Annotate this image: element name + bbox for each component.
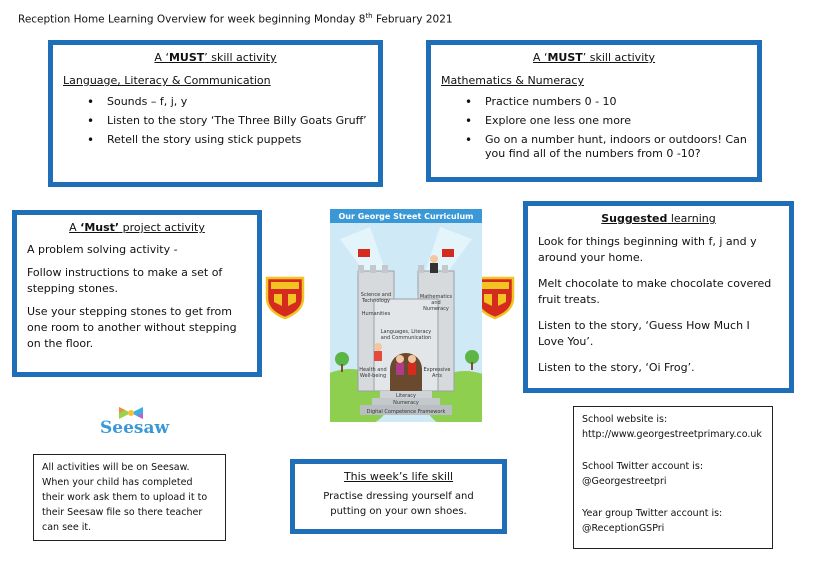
poster-label-maths: Mathematics and Numeracy xyxy=(419,294,453,312)
curriculum-poster xyxy=(330,209,482,422)
castle-illustration xyxy=(330,209,482,422)
poster-label-literacy: Literacy xyxy=(395,393,417,399)
must-maths-heading: A ‘MUST’ skill activity xyxy=(532,51,656,64)
project-paragraph: A problem solving activity - xyxy=(27,243,178,256)
life-skill-box xyxy=(290,459,507,534)
life-skill-heading: This week’s life skill xyxy=(343,470,454,483)
project-heading: A ‘Must’ project activity xyxy=(69,221,205,234)
poster-label-numeracy: Numeracy xyxy=(393,400,419,406)
suggested-learning-box xyxy=(523,201,794,393)
poster-label-science: Science and Technology xyxy=(360,292,392,304)
suggested-paragraph: Melt chocolate to make chocolate covered fruit treats. xyxy=(538,277,772,306)
year-twitter-label: Year group Twitter account is: xyxy=(582,508,723,519)
twitter-label: School Twitter account is: xyxy=(582,461,704,472)
school-info-box xyxy=(573,406,773,549)
seesaw-info-box xyxy=(33,454,226,541)
suggested-paragraph: Look for things beginning with f, j and y around your home. xyxy=(538,235,757,264)
list-item: • Listen to the story ‘The Three Billy Goats Gruff’ xyxy=(87,114,368,128)
maths-list xyxy=(441,95,747,161)
list-item: • Sounds – f, j, y xyxy=(87,95,368,109)
list-item: • Practice numbers 0 - 10 xyxy=(465,95,747,109)
suggested-paragraph: Listen to the story, ‘Guess How Much I Love You’. xyxy=(538,319,750,348)
poster-label-languages: Languages, Literacy and Communication xyxy=(380,329,432,341)
website-label: School website is: xyxy=(582,414,668,425)
website-link[interactable]: http://www.georgestreetprimary.co.uk xyxy=(582,429,762,440)
school-shield-icon xyxy=(262,274,308,320)
project-paragraph: Follow instructions to make a set of stepping stones. xyxy=(27,266,223,295)
poster-label-digital: Digital Competence Framework xyxy=(366,409,446,415)
poster-label-arts: Expressive Arts xyxy=(423,367,451,379)
project-paragraph: Use your stepping stones to get from one room to another without stepping on the floor. xyxy=(27,305,237,350)
list-item: • Retell the story using stick puppets xyxy=(87,133,368,147)
poster-label-health: Health and Well-being xyxy=(359,367,387,379)
page-title: Reception Home Learning Overview for week beginning Monday 8th February 2021 xyxy=(18,12,453,26)
must-maths-box xyxy=(426,40,762,182)
maths-subject: Mathematics & Numeracy xyxy=(441,74,584,87)
twitter-handle[interactable]: @Georgestreetpri xyxy=(582,476,667,487)
project-activity-box xyxy=(12,210,262,377)
suggested-heading: Suggested learning xyxy=(601,212,716,225)
poster-title: Our George Street Curriculum xyxy=(338,212,474,221)
year-twitter-handle[interactable]: @ReceptionGSPri xyxy=(582,523,665,534)
literacy-list xyxy=(63,95,368,147)
must-literacy-box xyxy=(48,40,383,187)
seesaw-logo-text: Seesaw xyxy=(100,418,170,438)
suggested-paragraph: Listen to the story, ‘Oi Frog’. xyxy=(538,361,695,374)
must-literacy-heading: A ‘MUST’ skill activity xyxy=(154,51,277,64)
list-item: • Explore one less one more xyxy=(465,114,747,128)
life-skill-text: Practise dressing yourself and putting on your own shoes. xyxy=(323,491,474,517)
seesaw-info-text: All activities will be on Seesaw. When your child has completed their work ask them to upload it to their Seesaw file so there teacher can see it. xyxy=(42,462,208,533)
literacy-subject: Language, Literacy & Communication xyxy=(63,74,271,87)
list-item: • Go on a number hunt, indoors or outdoors! Can you find all of the numbers from 0 -10? xyxy=(465,133,747,161)
poster-label-humanities: Humanities xyxy=(361,311,391,317)
